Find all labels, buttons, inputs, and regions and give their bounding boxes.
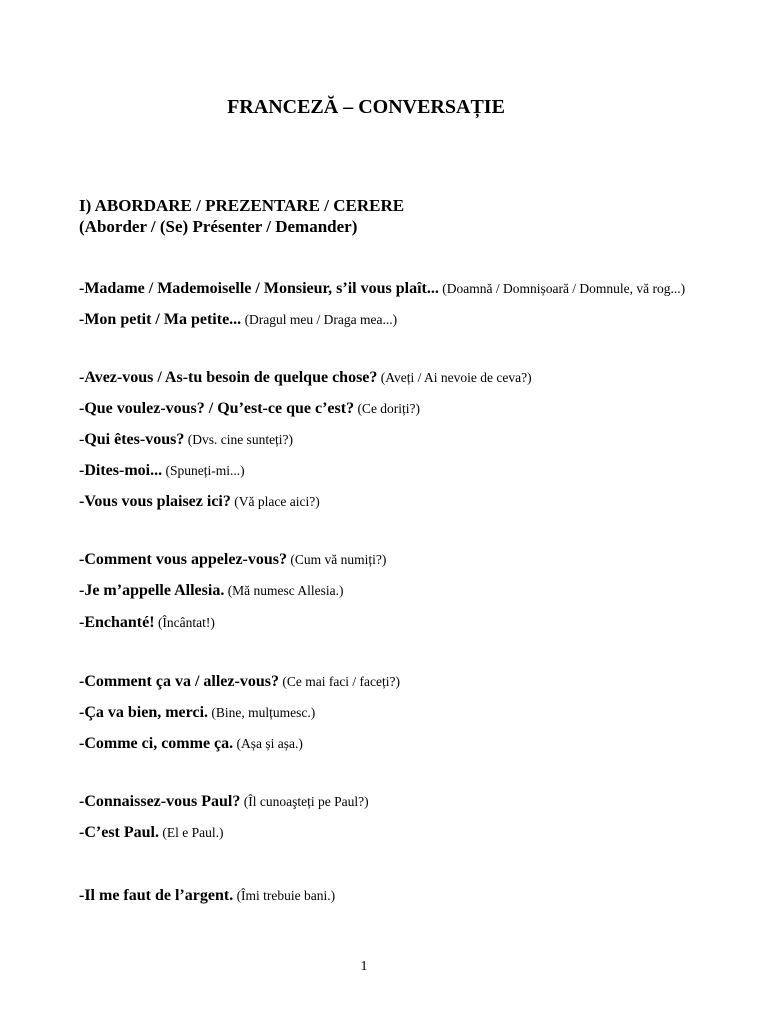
romanian-translation: (Doamnă / Domnișoară / Domnule, vă rog...) [438, 281, 686, 296]
phrase-line [79, 279, 685, 299]
romanian-translation: (Așa și așa.) [233, 736, 303, 751]
phrase-line [79, 461, 245, 481]
romanian-translation: (Ce doriți?) [354, 401, 421, 416]
phrase-line [79, 399, 420, 419]
french-phrase: -Que voulez-vous? / Qu’est-ce que c’est? [79, 400, 355, 417]
phrase-line [79, 368, 532, 388]
phrase-line [79, 823, 223, 843]
phrase-line [79, 672, 400, 692]
romanian-translation: (Spuneți-mi...) [162, 463, 245, 478]
phrase-line [79, 430, 293, 450]
romanian-translation: (Dvs. cine sunteți?) [184, 432, 294, 447]
romanian-translation: (Îl cunoaşteți pe Paul?) [240, 794, 369, 809]
romanian-translation: (Vă place aici?) [230, 494, 320, 509]
romanian-translation: (Ce mai faci / faceți?) [278, 674, 401, 689]
french-phrase: -Il me faut de l’argent. [79, 887, 234, 904]
romanian-translation: (Mă numesc Allesia.) [224, 583, 344, 598]
french-phrase: -Dites-moi... [79, 462, 163, 479]
phrase-line [79, 734, 303, 754]
romanian-translation: (Aveți / Ai nevoie de ceva?) [377, 370, 532, 385]
french-phrase: -Madame / Mademoiselle / Monsieur, s’il vous plaît... [79, 280, 439, 297]
french-phrase: -Connaissez-vous Paul? [79, 793, 241, 810]
french-phrase: -C’est Paul. [79, 824, 159, 841]
french-phrase: -Avez-vous / As-tu besoin de quelque chose? [79, 369, 378, 386]
phrase-prefix: - [79, 431, 85, 448]
french-phrase: -Ça va bien, merci. [79, 704, 209, 721]
french-phrase: -Je m’appelle Allesia. [79, 582, 225, 599]
phrase-line [79, 886, 335, 906]
french-phrase: -Comment vous appelez-vous? [79, 551, 287, 568]
page-number: 1 [360, 959, 368, 974]
french-phrase: -Enchanté! [79, 614, 155, 631]
section-heading-ro: I) ABORDARE / PREZENTARE / CERERE [79, 196, 405, 215]
romanian-translation: (El e Paul.) [158, 825, 224, 840]
french-phrase: -Mon petit / Ma petite... [79, 311, 242, 328]
section-heading-fr: (Aborder / (Se) Présenter / Demander) [79, 217, 358, 236]
romanian-translation: (Bine, mulțumesc.) [208, 705, 316, 720]
french-phrase: Qui êtes-vous? [84, 431, 185, 448]
document-title: FRANCEZĂ – CONVERSAȚIE [227, 96, 505, 118]
romanian-translation: (Cum vă numiți?) [287, 552, 387, 567]
romanian-translation: (Încântat!) [154, 615, 215, 630]
phrase-line [79, 550, 386, 570]
phrase-line [79, 492, 320, 512]
phrase-line [79, 613, 215, 633]
french-phrase: -Comment ça va / allez-vous? [79, 673, 279, 690]
romanian-translation: (Îmi trebuie bani.) [233, 888, 336, 903]
phrase-line [79, 703, 315, 723]
romanian-translation: (Dragul meu / Draga mea...) [241, 312, 398, 327]
phrase-line [79, 310, 397, 330]
phrase-line [79, 581, 344, 601]
phrase-line [79, 792, 369, 812]
french-phrase: -Comme ci, comme ça. [79, 735, 234, 752]
french-phrase: -Vous vous plaisez ici? [79, 493, 231, 510]
